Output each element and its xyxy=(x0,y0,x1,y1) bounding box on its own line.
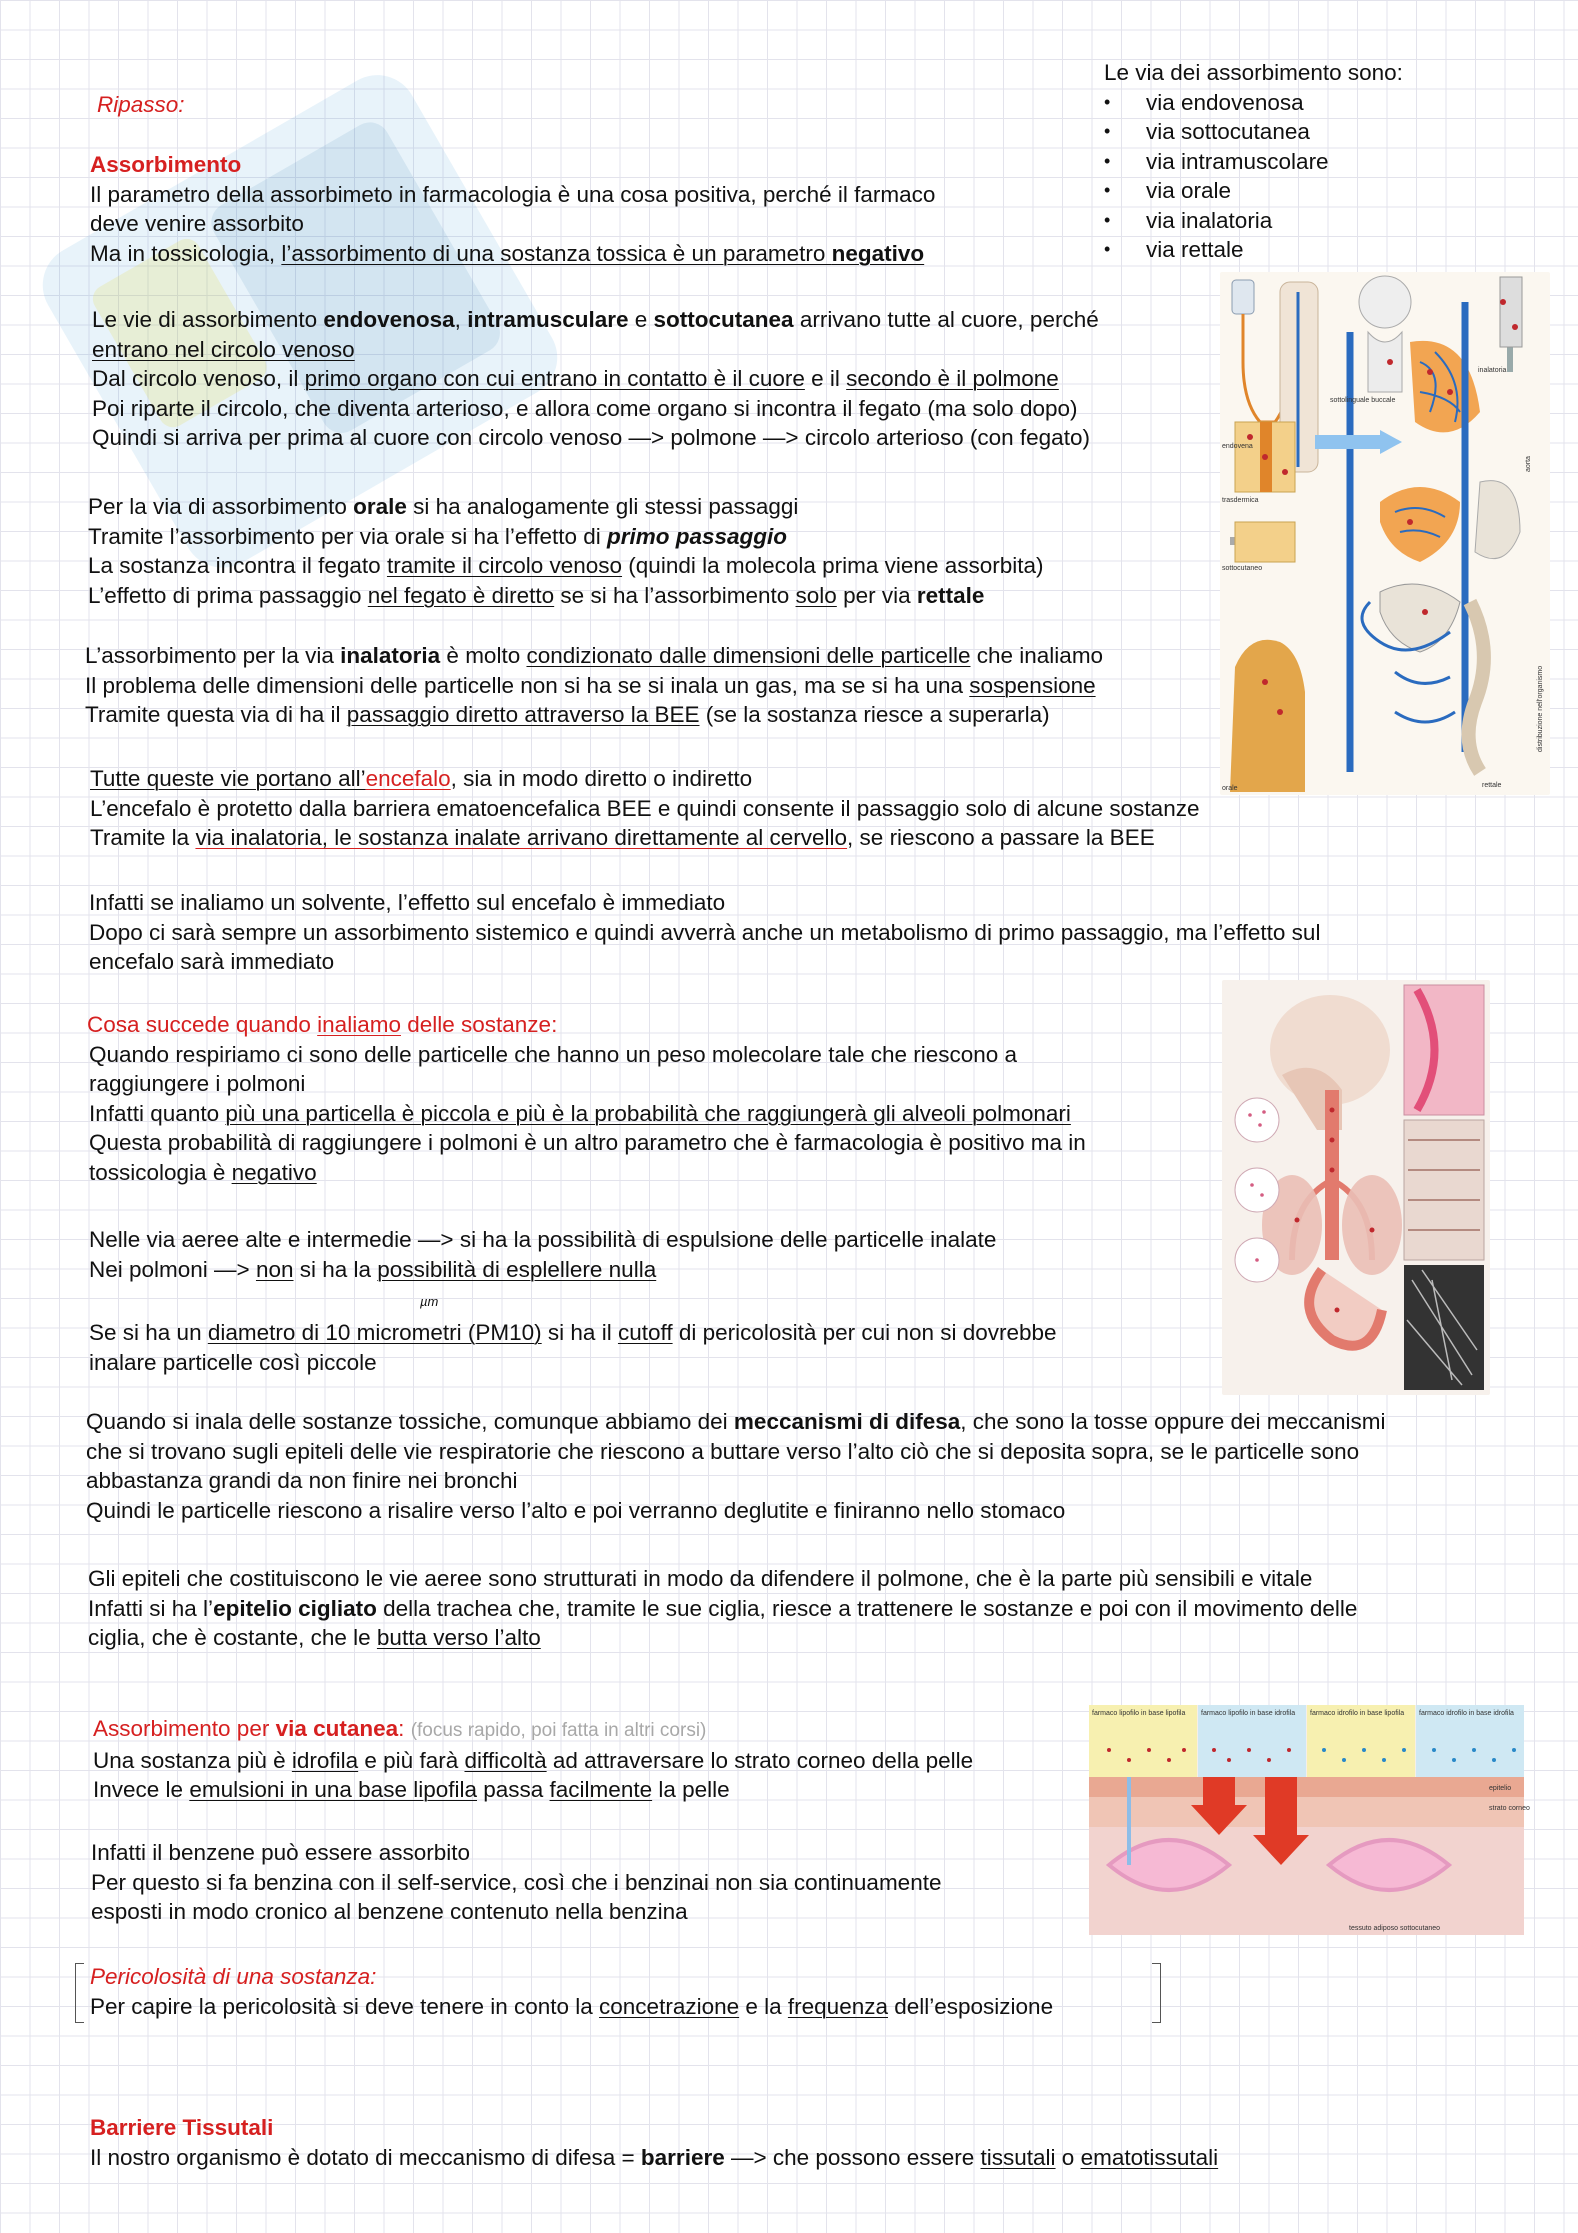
text-line: L’effetto di prima passaggio nel fegato è diretto se si ha l’assorbimento solo per via rettale xyxy=(88,582,985,608)
text-line: Questa probabilità di raggiungere i polmoni è un altro parametro che è farmacologia è positivo ma in xyxy=(89,1130,1086,1155)
label-strato-corneo: strato corneo xyxy=(1489,1805,1530,1812)
text-line: Infatti se inaliamo un solvente, l’effetto sul encefalo è immediato xyxy=(89,890,726,915)
label-sottolinguale: sottolinguale buccale xyxy=(1330,397,1396,404)
routes-diagram xyxy=(1220,272,1550,795)
paragraph-benzene xyxy=(91,1838,941,1927)
bracket-right xyxy=(1152,1963,1161,2023)
text-line: Nei polmoni —> non si ha la possibilità di esplellere nulla xyxy=(89,1256,657,1282)
text-line: inalare particelle così piccole xyxy=(89,1349,377,1375)
text-line: L’assorbimento per la via inalatoria è molto condizionato dalle dimensioni delle particelle che inaliamo xyxy=(85,643,1104,668)
heading-assorbimento: Assorbimento xyxy=(90,152,242,177)
heading-barriere: Barriere Tissutali xyxy=(90,2115,274,2140)
text-line: Dopo ci sarà sempre un assorbimento sistemico e quindi avverrà anche un metabolismo di primo passaggio, ma l’effetto sul xyxy=(89,919,1321,945)
paragraph-inalatoria xyxy=(85,641,1103,730)
text-line: Poi riparte il circolo, che diventa arterioso, e allora come organo si incontra il fegato (ma solo dopo) xyxy=(92,395,1078,421)
label-idrofilo-idrofila: farmaco idrofilo in base idrofila xyxy=(1419,1710,1514,1717)
text-line: Dal circolo venoso, il primo organo con cui entrano in contatto è il cuore e il secondo è il polmone xyxy=(92,366,1059,391)
section-label: Ripasso: xyxy=(97,92,185,117)
respiratory-diagram xyxy=(1222,980,1490,1395)
skin-diagram xyxy=(1089,1705,1530,1935)
bracket-left xyxy=(75,1963,84,2023)
text-line: encefalo sarà immediato xyxy=(89,949,335,974)
paragraph-pericolosita xyxy=(90,1962,1053,2021)
label-endovena: endovena xyxy=(1222,443,1253,450)
text-line: Tramite questa via di ha il passaggio diretto attraverso la BEE (se la sostanza riesce a superarla) xyxy=(85,702,1050,727)
paragraph-assorbimento xyxy=(90,150,935,268)
label-lipofilo-lipofila: farmaco lipofilo in base lipofila xyxy=(1092,1710,1186,1717)
heading-pericolosita: Pericolosità di una sostanza: xyxy=(90,1964,377,1989)
label-rettale: rettale xyxy=(1482,782,1502,789)
paragraph-diametro xyxy=(89,1318,1057,1377)
text-line: tossicologia è negativo xyxy=(89,1159,317,1185)
label-tessuto-adiposo: tessuto adiposo sottocutaneo xyxy=(1349,1925,1441,1932)
text-line: Quando respiriamo ci sono delle particelle che hanno un peso molecolare tale che riescono a xyxy=(89,1041,1018,1067)
paragraph-solvente xyxy=(89,888,1320,977)
paragraph-cutanea xyxy=(93,1714,973,1805)
list-item: • via intramuscolare xyxy=(1104,147,1403,177)
text-line: Le vie di assorbimento endovenosa, intramusculare e sottocutanea arrivano tutte al cuore, perché xyxy=(92,307,1099,332)
label-aorta: aorta xyxy=(1525,456,1532,472)
text-line: Per questo si fa benzina con il self-service, così che i benzinai non sia continuamente xyxy=(91,1869,942,1895)
text-line: Il nostro organismo è dotato di meccanismo di difesa = barriere —> che possono essere tissutali o ematotissutali xyxy=(90,2144,1219,2170)
label-orale: orale xyxy=(1222,785,1238,792)
paragraph-endovenosa xyxy=(92,305,1099,453)
text-line: Tramite la via inalatoria, le sostanza inalate arrivano direttamente al cervello, se riescono a passare la BEE xyxy=(90,825,1155,850)
text-line: Tutte queste vie portano all’encefalo, sia in modo diretto o indiretto xyxy=(90,766,753,791)
label-epitelio: epitelio xyxy=(1489,1785,1512,1792)
list-item: • via inalatoria xyxy=(1104,206,1403,236)
text-line: Infatti si ha l’epitelio cigliato della trachea che, tramite le sue ciglia, riesce a trattenere le sostanze e poi con il movimento delle xyxy=(88,1595,1358,1621)
heading-cutanea: Assorbimento per via cutanea: (focus rapido, poi fatta in altri corsi) xyxy=(93,1716,707,1741)
label-lipofilo-idrofila: farmaco lipofilo in base idrofila xyxy=(1201,1710,1296,1717)
text-line: Una sostanza più è idrofila e più farà difficoltà ad attraversare lo strato corneo della pelle xyxy=(93,1747,974,1773)
text-line: Gli epiteli che costituiscono le vie aeree sono strutturati in modo da difendere il polmone, che è la parte più sensibili e vitale xyxy=(88,1566,1313,1591)
list-item: • via rettale xyxy=(1104,235,1403,265)
text-line: raggiungere i polmoni xyxy=(89,1071,306,1096)
paragraph-vie-aeree xyxy=(89,1225,996,1284)
text-line: Infatti quanto più una particella è piccola e più è la probabilità che raggiungerà gli alveoli polmonari xyxy=(89,1100,1071,1126)
list-item: • via sottocutanea xyxy=(1104,117,1403,147)
text-line: Quando si inala delle sostanze tossiche, comunque abbiamo dei meccanismi di difesa, che sono la tosse oppure dei meccanismi xyxy=(86,1409,1386,1434)
label-inalatoria: inalatoria xyxy=(1478,367,1507,374)
text-line: Ma in tossicologia, l’assorbimento di una sostanza tossica è un parametro negativo xyxy=(90,240,925,266)
text-line: Tramite l’assorbimento per via orale si ha l’effetto di primo passaggio xyxy=(88,523,788,549)
text-line: Se si ha un diametro di 10 micrometri (PM10) si ha il cutoff di pericolosità per cui non si dovrebbe xyxy=(89,1320,1057,1345)
paragraph-difesa xyxy=(86,1407,1386,1525)
figure-respiratory-tract xyxy=(1222,980,1490,1395)
vie-list xyxy=(1104,58,1403,265)
vie-list-title: Le via dei assorbimento sono: xyxy=(1104,60,1403,85)
text-line: Invece le emulsioni in una base lipofila passa facilmente la pelle xyxy=(93,1777,730,1802)
label-trasdermica: trasdermica xyxy=(1222,497,1259,504)
text-line: Nelle via aeree alte e intermedie —> si ha la possibilità di espulsione delle particelle inalate xyxy=(89,1227,997,1252)
text-line: Quindi si arriva per prima al cuore con circolo venoso —> polmone —> circolo arterioso (con fegato) xyxy=(92,425,1090,450)
label-idrofilo-lipofila: farmaco idrofilo in base lipofila xyxy=(1310,1710,1405,1717)
paragraph-epiteli xyxy=(88,1564,1357,1653)
text-line: Infatti il benzene può essere assorbito xyxy=(91,1840,470,1865)
text-line: L’encefalo è protetto dalla barriera ematoencefalica BEE e quindi consente il passaggio solo di alcune sostanze xyxy=(90,795,1200,821)
label-distribuzione: distribuzione nell'organismo xyxy=(1537,665,1544,752)
text-line: deve venire assorbito xyxy=(90,211,304,236)
text-line: La sostanza incontra il fegato tramite il circolo venoso (quindi la molecola prima viene assorbita) xyxy=(88,553,1044,578)
figure-absorption-routes xyxy=(1220,272,1550,795)
paragraph-encefalo xyxy=(90,764,1199,853)
handwritten-annotation: µm xyxy=(420,1294,439,1309)
list-item: • via endovenosa xyxy=(1104,88,1403,118)
paragraph-barriere xyxy=(90,2113,1218,2172)
list-item: • via orale xyxy=(1104,176,1403,206)
heading-inaliamo: Cosa succede quando inaliamo delle sostanze: xyxy=(87,1012,558,1037)
text-line: Il problema delle dimensioni delle particelle non si ha se si inala un gas, ma se si ha una sospensione xyxy=(85,672,1096,698)
text-line: abbastanza grandi da non finire nei bronchi xyxy=(86,1468,518,1493)
text-line: Quindi le particelle riescono a risalire verso l’alto e poi verranno deglutite e finiranno nello stomaco xyxy=(86,1497,1066,1523)
paragraph-orale xyxy=(88,492,1044,610)
text-line: Per capire la pericolosità si deve tenere in conto la concetrazione e la frequenza dell’esposizione xyxy=(90,1993,1054,2019)
text-line: Per la via di assorbimento orale si ha analogamente gli stessi passaggi xyxy=(88,494,799,519)
text-line: Il parametro della assorbimeto in farmacologia è una cosa positiva, perché il farmaco xyxy=(90,181,936,207)
figure-skin-absorption xyxy=(1089,1705,1530,1935)
text-line: entrano nel circolo venoso xyxy=(92,336,355,362)
text-line: esposti in modo cronico al benzene contenuto nella benzina xyxy=(91,1899,688,1924)
paragraph-inaliamo xyxy=(87,1010,1086,1187)
label-sottocutaneo: sottocutaneo xyxy=(1222,565,1263,572)
text-line: che si trovano sugli epiteli delle vie respiratorie che riescono a buttare verso l’alto ciò che si deposita sopra, se le particelle sono xyxy=(86,1438,1360,1464)
text-line: ciglia, che è costante, che le butta verso l’alto xyxy=(88,1625,541,1650)
